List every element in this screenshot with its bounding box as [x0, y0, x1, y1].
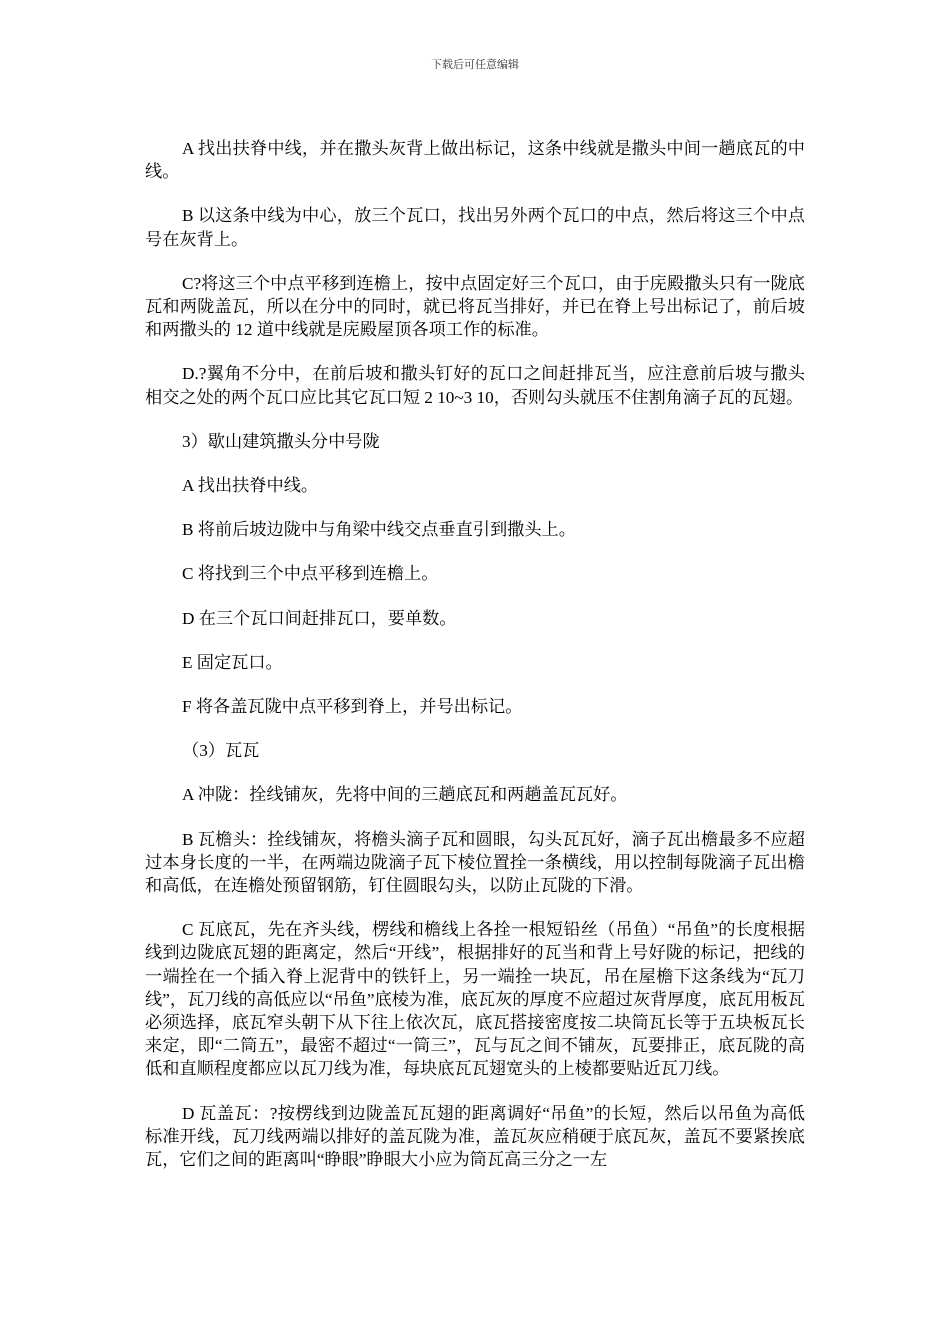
paragraph-b-eaves-tiles: B 瓦檐头：拴线铺灰，将檐头滴子瓦和圆眼，勾头瓦瓦好，滴子瓦出檐最多不应超过本身长度的一半，在两端边陇滴子瓦下棱位置拴一条横线，用以控制每陇滴子瓦出檐和高低，在连檐处预留钢筋，钉住圆眼勾头，以防止瓦陇的下滑。 [145, 829, 805, 896]
list-item-e: E 固定瓦口。 [182, 652, 283, 672]
section-heading-xieshan: 3）歇山建筑撒头分中号陇 [182, 431, 380, 451]
list-item-a: A 找出扶脊中线。 [182, 476, 319, 496]
paragraph-b-three-tile-mouths: B 以这条中线为中心，放三个瓦口，找出另外两个瓦口的中点，然后将这三个中点号在灰背上。 [145, 206, 805, 249]
document-body [145, 137, 805, 1171]
paragraph-a-find-ridge-centerline: A 找出扶脊中线，并在撒头灰背上做出标记，这条中线就是撒头中间一趟底瓦的中线。 [145, 139, 805, 182]
section-heading-tiling: （3）瓦瓦 [182, 741, 260, 761]
list-item-b: B 将前后坡边陇中与角梁中线交点垂直引到撒头上。 [182, 520, 576, 540]
paragraph-a-chong-long: A 冲陇：拴线铺灰，先将中间的三趟底瓦和两趟盖瓦瓦好。 [182, 785, 628, 805]
page-header-note: 下载后可任意编辑 [431, 58, 519, 71]
paragraph-c-bottom-tiles: C 瓦底瓦，先在齐头线，楞线和檐线上各拴一根短铅丝（吊鱼）“吊鱼”的长度根据线到边陇底瓦翅的距离定，然后“开线”，根据排好的瓦当和背上号好陇的标记，把线的一端拴在一个插入脊上泥背中的铁钎上，另一端拴一块瓦，吊在屋檐下这条线为“瓦刀线”，瓦刀线的高低应以“吊鱼”底棱为准，底瓦灰的厚度不应超过灰背厚度，底瓦用板瓦必须选择，底瓦窄头朝下从下往上依次瓦，底瓦搭接密度按二块筒瓦长等于五块板瓦长来定，即“二筒五”，最密不超过“一筒三”，瓦与瓦之间不铺灰，瓦要排正，底瓦陇的高低和直顺程度都应以瓦刀线为准，每块底瓦瓦翅宽头的上棱都要贴近瓦刀线。 [145, 920, 805, 1079]
paragraph-d-cover-tiles: D 瓦盖瓦：?按楞线到边陇盖瓦瓦翅的距离调好“吊鱼”的长短，然后以吊鱼为高低标准开线，瓦刀线两端以排好的盖瓦陇为准，盖瓦灰应稍硬于底瓦灰，盖瓦不要紧挨底瓦，它们之间的距离叫“睁眼”睁眼大小应为筒瓦高三分之一左 [145, 1103, 805, 1170]
list-item-f: F 将各盖瓦陇中点平移到脊上，并号出标记。 [182, 697, 523, 717]
list-item-c: C 将找到三个中点平移到连檐上。 [182, 564, 439, 584]
paragraph-c-shift-to-eaves: C?将这三个中点平移到连檐上，按中点固定好三个瓦口，由于庑殿撒头只有一陇底瓦和两陇盖瓦，所以在分中的同时，就已将瓦当排好，并已在脊上号出标记了，前后坡和两撒头的 12 道中线就是庑殿屋顶各项工作的标准。 [145, 273, 805, 340]
paragraph-d-wing-corner: D.?翼角不分中，在前后坡和撒头钉好的瓦口之间赶排瓦当，应注意前后坡与撒头相交之处的两个瓦口应比其它瓦口短 2 10~3 10，否则勾头就压不住割角滴子瓦的瓦翅。 [145, 364, 805, 407]
list-item-d: D 在三个瓦口间赶排瓦口，要单数。 [182, 608, 457, 628]
